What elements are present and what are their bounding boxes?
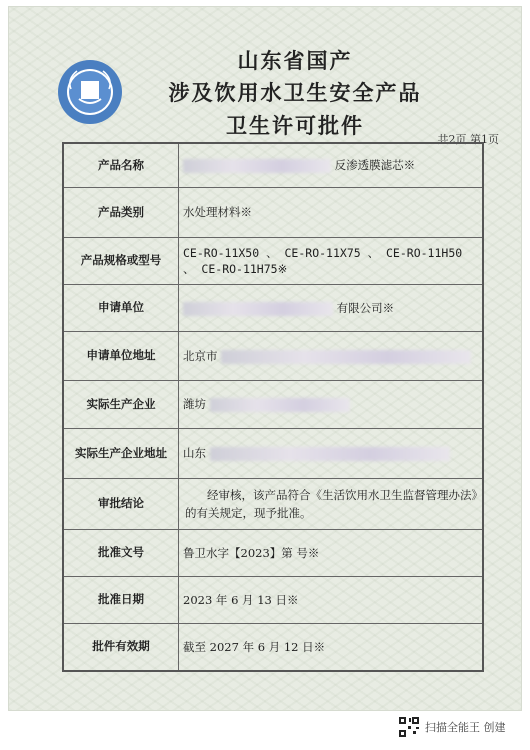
table-row (63, 576, 483, 623)
row-label: 申请单位 (63, 284, 179, 331)
row-label: 产品名称 (63, 143, 179, 187)
applicant-address-value: 北京市 (183, 348, 218, 363)
row-value (179, 284, 484, 331)
applicant-value: 有限公司※ (336, 300, 395, 315)
table-row (63, 623, 483, 671)
table-row (63, 529, 483, 576)
conclusion-value: 经审核，该产品符合《生活饮用水卫生监督管理办法》的有关规定，现予批准。 (179, 478, 484, 529)
row-label: 产品规格或型号 (63, 237, 179, 284)
approval-date-value: 2023 年 6 月 13 日※ (179, 576, 484, 623)
product-name-value: 反渗透膜滤芯※ (334, 158, 416, 173)
model-value: CE-RO-11X50 、 CE-RO-11X75 、 CE-RO-11H50 、 CE-RO-11H75※ (179, 237, 484, 284)
table-row (63, 143, 483, 187)
manufacturer-address-value: 山东 (183, 446, 206, 460)
table-row (63, 380, 483, 428)
row-value (179, 380, 484, 428)
table-row (63, 428, 483, 478)
row-label: 实际生产企业 (63, 380, 179, 428)
title-line-2: 涉及饮用水卫生安全产品 (168, 80, 422, 105)
row-label: 产品类别 (63, 187, 179, 237)
table-row (63, 284, 483, 331)
row-value (179, 428, 484, 478)
product-category-value: 水处理材料※ (179, 187, 484, 237)
table-row (63, 331, 483, 380)
redacted-block (183, 159, 331, 173)
row-label: 批件有效期 (63, 623, 179, 671)
redacted-block (183, 302, 333, 316)
row-value (179, 143, 484, 187)
table-row (63, 237, 483, 284)
row-label: 批准文号 (63, 529, 179, 576)
permit-table (62, 142, 484, 672)
approval-number-value: 鲁卫水字【2023】第 号※ (179, 529, 484, 576)
row-label: 申请单位地址 (63, 331, 179, 380)
redacted-block (210, 447, 450, 461)
validity-value: 截至 2027 年 6 月 12 日※ (179, 623, 484, 671)
qr-code-icon (398, 716, 420, 738)
manufacturer-value: 潍坊 (183, 397, 206, 411)
redacted-block (221, 350, 471, 364)
title-line-1: 山东省国产 (237, 48, 353, 73)
page-info: 共2页 第1页 (437, 133, 499, 146)
title-line-3: 卫生许可批件 (226, 113, 364, 138)
scanner-watermark: 扫描全能王 创建 (425, 721, 506, 734)
table-row (63, 187, 483, 237)
row-value (179, 331, 484, 380)
redacted-block (210, 398, 350, 412)
row-label: 批准日期 (63, 576, 179, 623)
table-row (63, 478, 483, 529)
row-label: 实际生产企业地址 (63, 428, 179, 478)
row-label: 审批结论 (63, 478, 179, 529)
